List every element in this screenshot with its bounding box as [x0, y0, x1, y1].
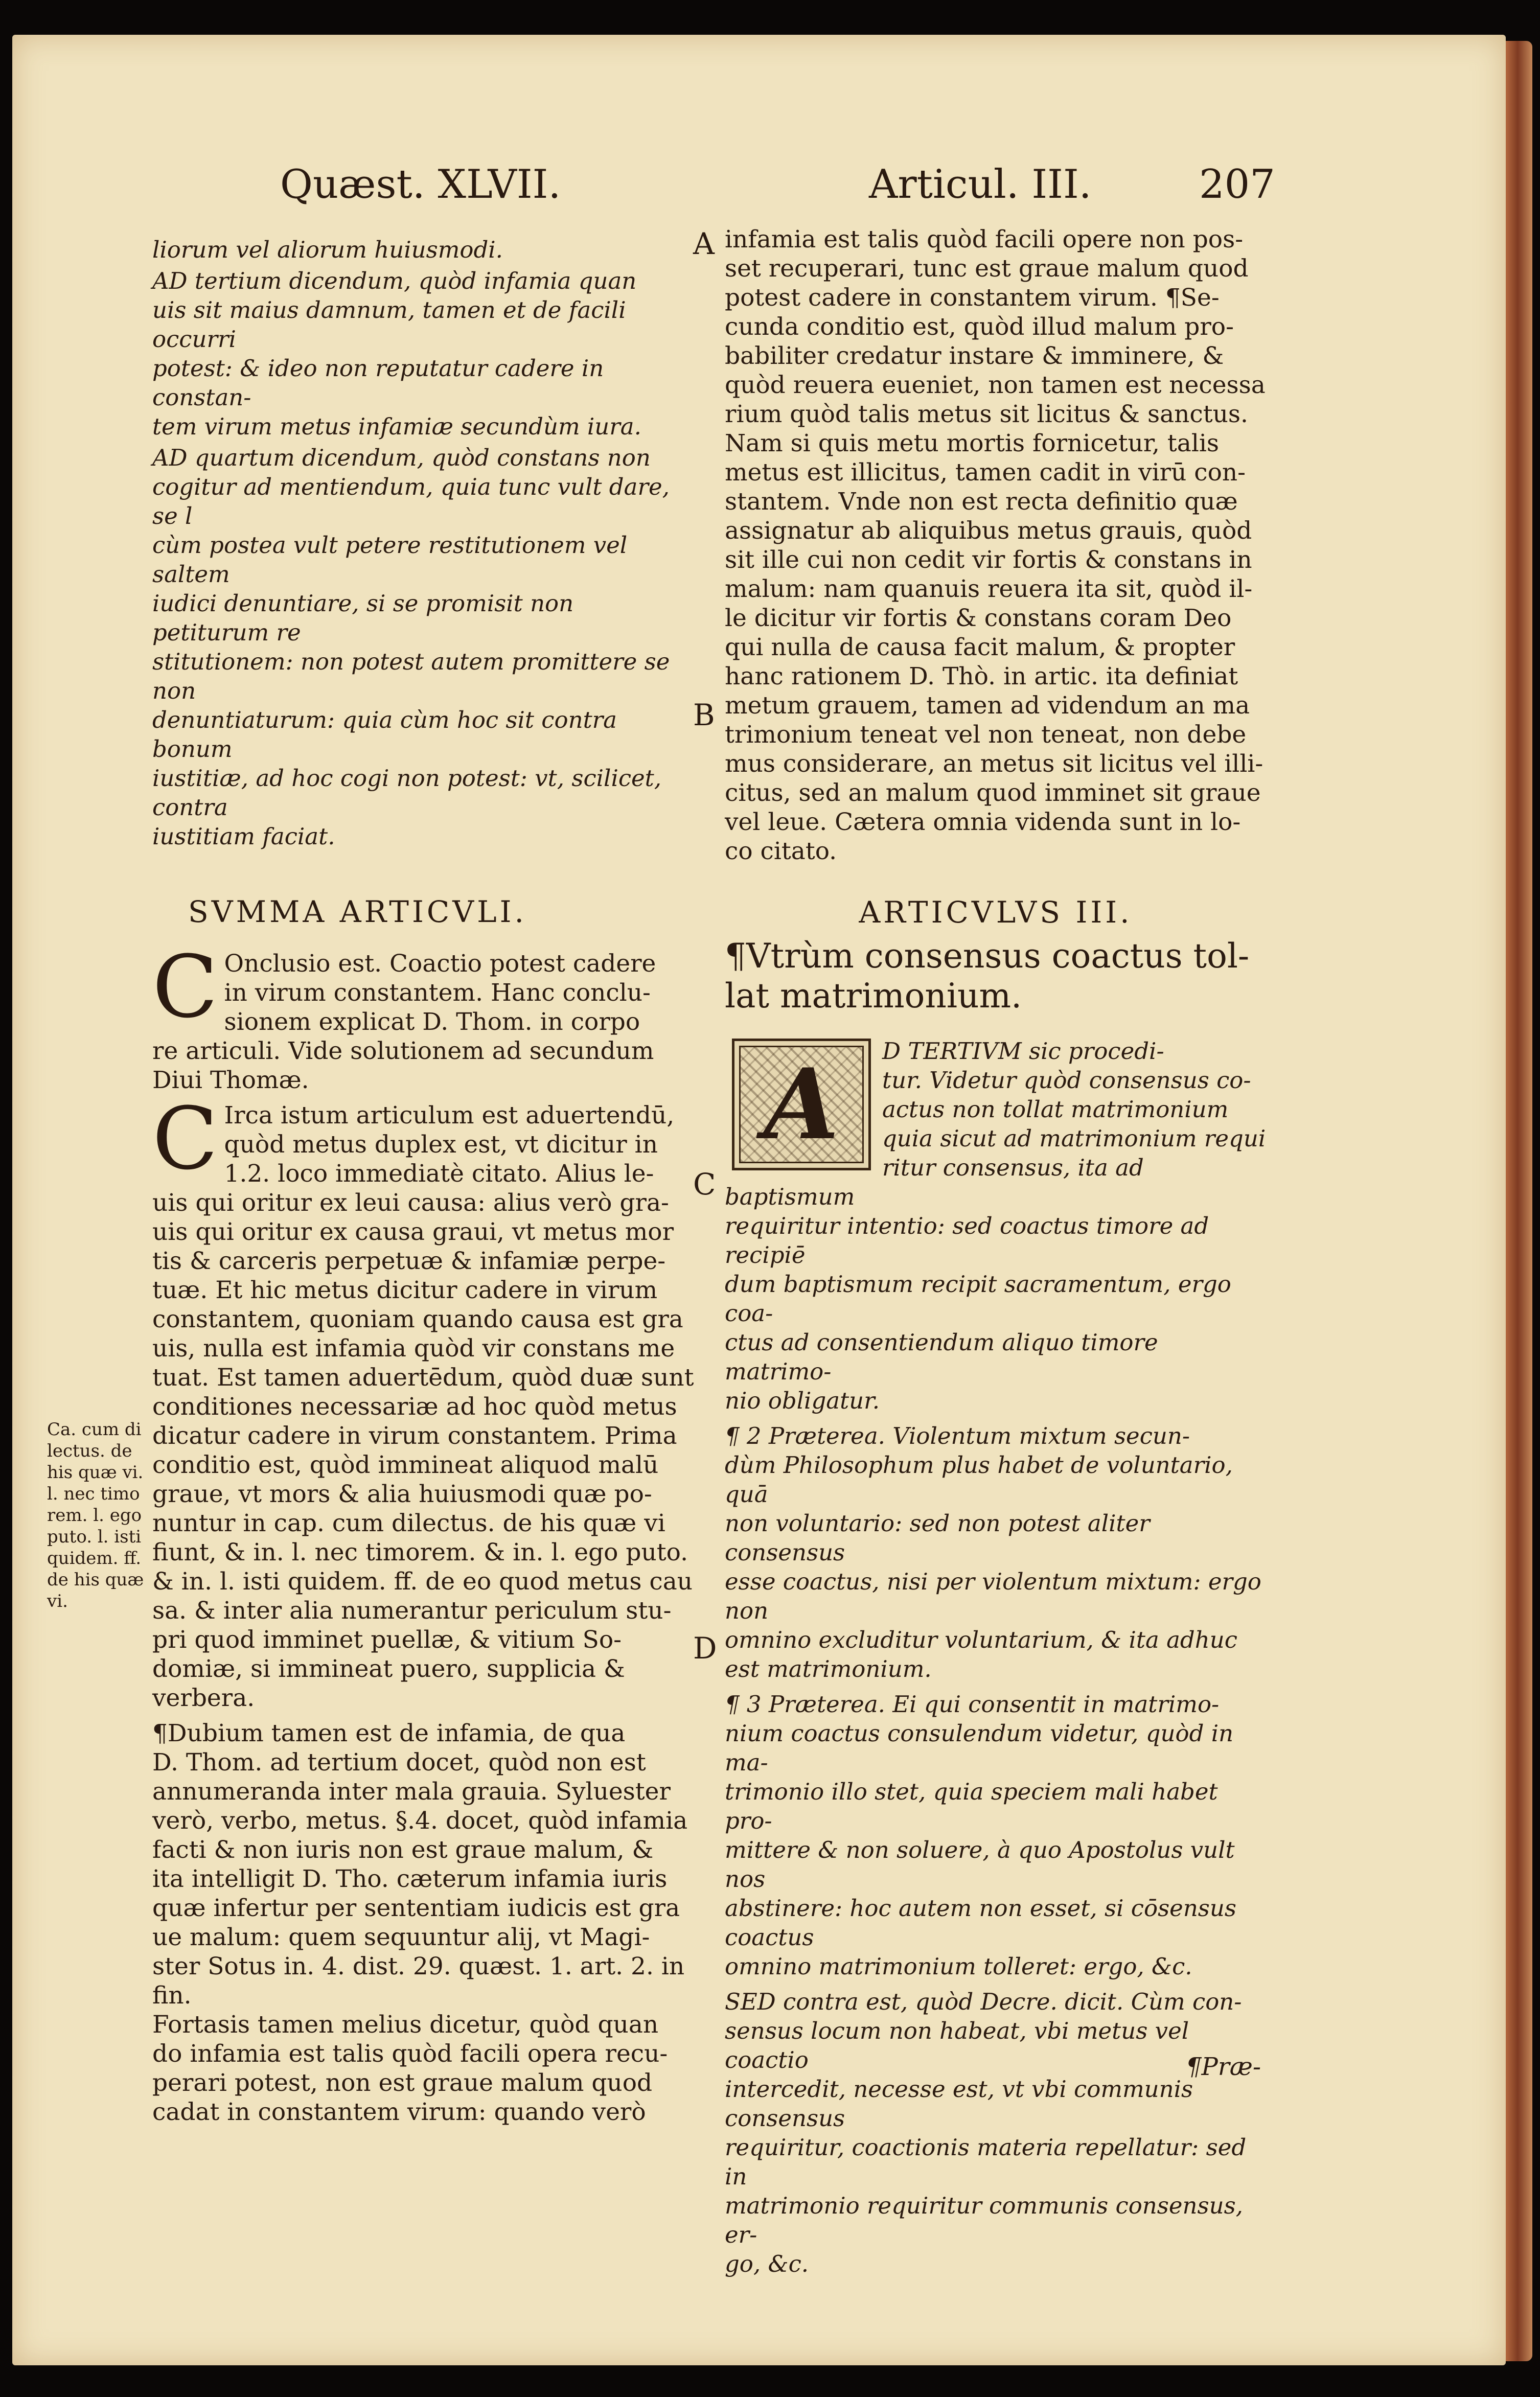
- continuation-paragraph: infamia est talis quòd facili opere non pos- set recuperari, tunc est graue malum quod potest cadere in constantem virum. ¶Se- cunda conditio est, quòd illud malum pro- babiliter credatur instare & imminere, & quòd reuera eueniet, non tamen est necessa rium quòd talis metus sit licitus & sanctus. Nam si quis metu mortis fornicetur, talis metus est illicitus, tamen cadit in virū con- stantem. Vnde non est recta definitio quæ assignatur ab aliquibus metus grauis, quòd sit ille cui non cedit vir fortis & constans in malum: nam quanuis reuera ita sit, quòd il- le dicitur vir fortis & constans coram Deo qui nulla de causa facit malum, & propter hanc rationem D. Thò. in artic. ita definiat metum grauem, tamen ad videndum an ma trimonium teneat vel non teneat, non debe mus considerare, an metus sit licitus vel illi- citus, sed an malum quod imminet sit graue vel leue. Cætera omnia videnda sunt in lo- co citato.: [725, 225, 1266, 865]
- objection-first: [725, 1036, 1267, 1415]
- left-column: [152, 235, 694, 2127]
- reply-third: AD tertium dicendum, quòd infamia quan uis sit maius damnum, tamen et de facili occurri potest: & ideo non reputatur cadere in constan- tem virum metus infamiæ secundùm iura.: [152, 267, 641, 440]
- running-head-question: Quæst. XLVII.: [280, 162, 561, 208]
- section-marker-b: B: [693, 698, 715, 732]
- initial-letter-a: A: [764, 1047, 839, 1161]
- sed-contra: SED contra est, quòd Decre. dicit. Cùm con- sensus locum non habeat, vbi metus vel coactio intercedit, necesse est, vt vbi communis consensus requiritur, coactionis materia repellatur: sed in matrimonio requiritur communis consensus, er- go, &c.: [725, 1988, 1247, 2277]
- section-marker-d: D: [693, 1631, 717, 1666]
- conclusio-paragraph: [152, 937, 694, 1095]
- circa-text: Irca istum articulum est aduertendū, quòd metus duplex est, vt dicitur in 1.2. loco immediatè citato. Alius le- uis qui oritur ex leui causa: alius verò gra- uis qui oritur ex causa graui, vt metus mor tis & carceris perpetuæ & infamiæ perpe- tuæ. Et hic metus dicitur cadere in virum constantem, quoniam quando causa est gra uis, nulla est infamia quòd vir constans me tuat. Est tamen aduertēdum, quòd duæ sunt conditiones necessariæ ad hoc quòd metus dicatur cadere in virum constantem. Prima conditio est, quòd immineat aliquod malū graue, vt mors & alia huiusmodi quæ po- nuntur in cap. cum dilectus. de his quæ vi fiunt, & in. l. nec timorem. & in. l. ego puto. & in. l. isti quidem. ff. de eo quod metus cau sa. & inter alia numerantur periculum stu- pri quod imminet puellæ, & vitium So- domiæ, si immineat puero, supplicia & verbera.: [152, 1101, 694, 1712]
- objection-second: ¶ 2 Præterea. Violentum mixtum secun- dùm Philosophum plus habet de voluntario, quā non voluntario: sed non potest aliter consensus esse coactus, nisi per violentum mixtum: ergo non omnino excluditur voluntarium, & ita adhuc est matrimonium.: [725, 1422, 1261, 1682]
- dubium-paragraph: ¶Dubium tamen est de infamia, de qua D. Thom. ad tertium docet, quòd non est annumeranda inter mala grauia. Syluester verò, verbo, metus. §.4. docet, quòd infamia facti & non iuris non est graue malum, & ita intelligit D. Tho. cæterum infamia iuris quæ infertur per sententiam iudicis est gra ue malum: quem sequuntur alij, vt Magi- ster Sotus in. 4. dist. 29. quæst. 1. art. 2. in fin. Fortasis tamen melius dicetur, quòd quan do infamia est talis quòd facili opera recu- perari potest, non est graue malum quod cadat in constantem virum: quando verò: [152, 1719, 688, 2126]
- page-edge: [1506, 41, 1532, 2361]
- page-number: 207: [1199, 162, 1275, 208]
- circa-paragraph: [152, 1089, 694, 1713]
- decorated-initial: [732, 1039, 871, 1170]
- article-question-title: ¶Vtrùm consensus coactus tol- lat matrimonium.: [725, 936, 1250, 1016]
- decorated-initial-inner: [739, 1046, 864, 1163]
- running-head-article: Articul. III.: [869, 162, 1092, 208]
- summa-articuli-heading: SVMMA ARTICVLI.: [188, 894, 527, 929]
- section-marker-a: A: [693, 226, 715, 261]
- drop-cap-c-2: C: [152, 1089, 218, 1189]
- catchword: ¶Præ-: [1186, 2053, 1261, 2081]
- drop-cap-c: C: [152, 937, 218, 1037]
- margin-citation: Ca. cum di lectus. de his quæ vi. l. nec timo rem. l. ego puto. l. isti quidem. ff. de his quæ vi.: [47, 1419, 144, 1611]
- articulus-heading: ARTICVLVS III.: [859, 895, 1133, 930]
- objection-third: ¶ 3 Præterea. Ei qui consentit in matrimo- nium coactus consulendum videtur, quòd in ma- trimonio illo stet, quia speciem mali habet pro- mittere & non soluere, à quo Apostolus vult nos abstinere: hoc autem non esset, si cōsensus coactus omnino matrimonium tolleret: ergo, &c.: [725, 1691, 1236, 1980]
- reply-fourth: AD quartum dicendum, quòd constans non cogitur ad mentiendum, quia tunc vult dare, se l cùm postea vult petere restitutionem vel saltem iudici denuntiare, si se promisit non petiturum re stitutionem: non potest autem promittere se non denuntiaturum: quia cùm hoc sit contra bonum iustitiæ, ad hoc cogi non potest: vt, scilicet, contra iustitiam faciat.: [152, 444, 670, 850]
- objection-first-text: D TERTIVM sic procedi- tur. Videtur quòd consensus co- actus non tollat matrimonium quia sicut ad matrimonium requi ritur consensus, ita ad baptismum requiritur intentio: sed coactus timore ad recipiē dum baptismum recipit sacramentum, ergo coa- ctus ad consentiendum aliquo timore matrimo- nio obligatur.: [725, 1038, 1266, 1414]
- paragraph-end-previous: liorum vel aliorum huiusmodi.: [152, 236, 503, 263]
- right-column: [725, 225, 1267, 2278]
- section-marker-c: C: [693, 1167, 716, 1202]
- conclusio-text: Onclusio est. Coactio potest cadere in virum constantem. Hanc conclu- sionem explicat D. Thom. in corpo re articuli. Vide solutionem ad secundum Diui Thomæ.: [152, 950, 656, 1094]
